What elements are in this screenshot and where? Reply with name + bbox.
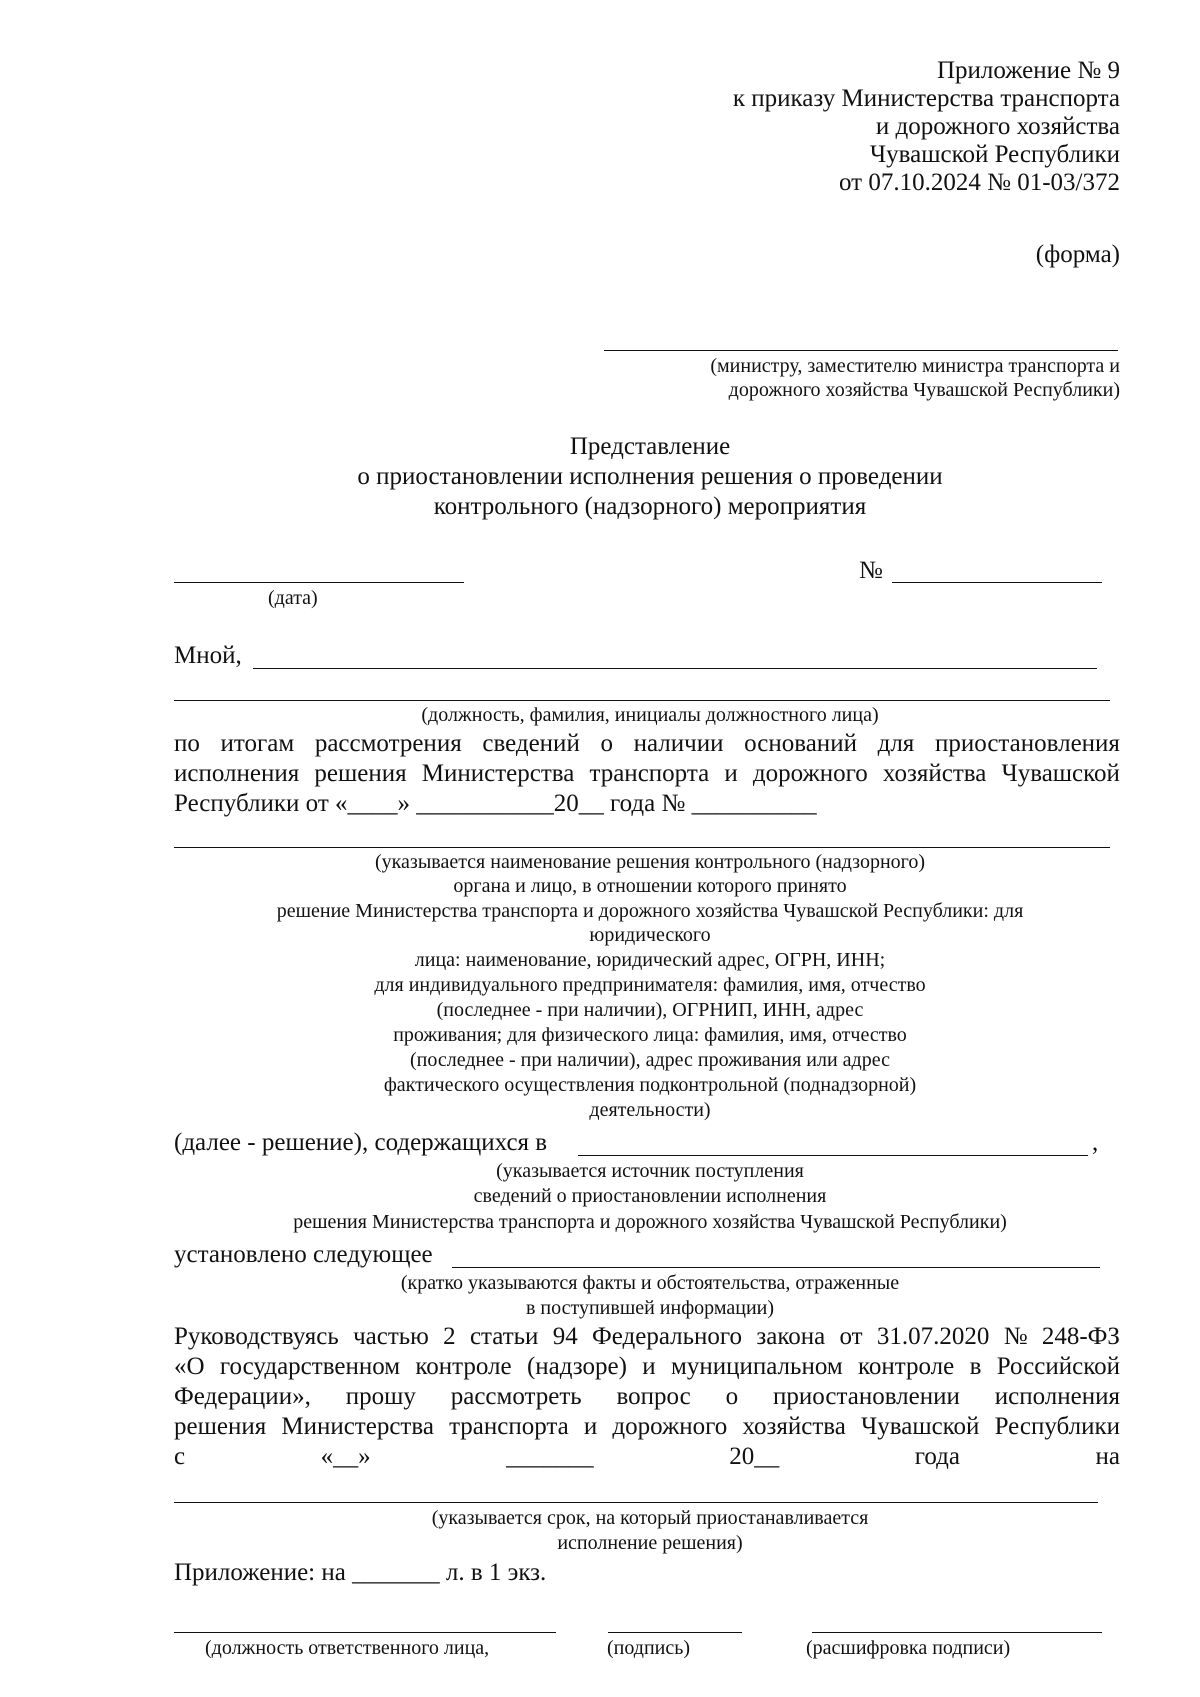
source-line — [578, 1155, 1088, 1156]
word: Федерации», — [174, 1383, 311, 1410]
para2-line5 — [174, 1442, 1120, 1472]
appendix-number: Приложение № 9 — [936, 57, 1120, 84]
word: о — [600, 730, 613, 757]
word: 94 — [552, 1323, 578, 1350]
hint-line: решение Министерства транспорта и дорожного хозяйства Чувашской Республики: для — [276, 900, 1024, 922]
word: контроле — [415, 1353, 512, 1380]
hint-line: юридического — [589, 924, 711, 946]
word: рассмотреть — [450, 1383, 582, 1410]
official-hint: (должность, фамилия, инициалы должностного лица) — [421, 704, 879, 726]
word: от — [839, 1323, 863, 1350]
para2-line1 — [174, 1322, 1120, 1352]
order-ref-line: и дорожного хозяйства — [875, 113, 1120, 140]
word: хозяйства — [882, 760, 987, 787]
word: наличии — [633, 730, 724, 757]
word: приостановления — [934, 730, 1120, 757]
word: Чувашской — [1001, 760, 1120, 787]
word: и — [642, 1353, 656, 1380]
position-hint: (должность ответственного лица, — [205, 1637, 490, 1659]
hint-line: (указывается наименование решения контрольного (надзорного) — [374, 851, 926, 873]
word: (надзоре) — [526, 1353, 627, 1380]
word: решения — [174, 1413, 267, 1440]
word: года — [914, 1443, 960, 1470]
facts-line — [452, 1267, 1100, 1268]
comma: , — [1092, 1129, 1099, 1156]
word: «__» — [320, 1443, 371, 1470]
para2-line4 — [174, 1412, 1120, 1442]
date-line — [174, 582, 464, 583]
hint-line: решения Министерства транспорта и дорожного хозяйства Чувашской Республики) — [293, 1211, 1007, 1233]
word: в — [969, 1353, 982, 1380]
official-line-2 — [174, 700, 1110, 701]
word: исполнения — [174, 760, 300, 787]
hint-line: (указывается срок, на который приостанавливается — [431, 1507, 869, 1529]
word: рассмотрения — [314, 730, 462, 757]
form-label: (форма) — [1035, 241, 1120, 268]
word: № — [1003, 1323, 1028, 1350]
word: частью — [353, 1323, 429, 1350]
hint-line: в поступившей информации) — [525, 1297, 775, 1319]
word: прошу — [345, 1383, 416, 1410]
position-line — [174, 1632, 556, 1633]
word: транспорта — [449, 1413, 569, 1440]
decode-hint: (расшифровка подписи) — [806, 1637, 1011, 1659]
doc-title: контрольного (надзорного) мероприятия — [433, 493, 867, 520]
para2-line3 — [174, 1382, 1120, 1412]
word: «О — [174, 1353, 205, 1380]
word: 248-ФЗ — [1041, 1323, 1120, 1350]
word: Республики — [994, 1413, 1120, 1440]
hint-line: исполнение решения) — [557, 1532, 743, 1554]
word: и — [724, 760, 738, 787]
signature-line — [608, 1632, 742, 1633]
sign-hint: (подпись) — [607, 1637, 691, 1659]
word: муниципальном — [671, 1353, 843, 1380]
word: 2 — [443, 1323, 456, 1350]
hint-line: для индивидуального предпринимателя: фамилия, имя, отчество — [374, 974, 926, 996]
hint-line: проживания; для физического лица: фамилия, имя, отчество — [393, 1024, 907, 1046]
by-me-label: Мной, — [174, 642, 242, 669]
doc-title: Представление — [569, 433, 731, 460]
hint-line: фактического осуществления подконтрольной (поднадзорной) — [383, 1074, 917, 1096]
word: о — [725, 1383, 739, 1410]
decode-line — [812, 1632, 1102, 1633]
hint-line: (последнее - при наличии), адрес проживания или адрес — [410, 1049, 890, 1071]
para1-line3: Республики от «____» ___________20__ года № __________ — [174, 790, 817, 817]
word: Чувашской — [861, 1413, 980, 1440]
word: решения — [314, 760, 407, 787]
hint-line: (последнее - при наличии), ОГРНИП, ИНН, адрес — [436, 999, 864, 1021]
number-sign: № — [859, 557, 883, 584]
word: транспорта — [589, 760, 710, 787]
word: и — [583, 1413, 598, 1440]
doc-title: о приостановлении исполнения решения о проведении — [357, 463, 943, 490]
date-hint: (дата) — [268, 587, 318, 609]
addressee-hint: (министру, заместителю министра транспорта и — [710, 355, 1120, 377]
established-label: установлено следующее — [174, 1241, 433, 1268]
word: статьи — [469, 1323, 539, 1350]
word: закона — [756, 1323, 826, 1350]
word: исполнения — [994, 1383, 1120, 1410]
para2-line2 — [174, 1352, 1120, 1382]
term-line — [174, 1502, 1098, 1503]
number-line — [892, 582, 1102, 583]
word: дорожного — [752, 760, 868, 787]
word: Российской — [996, 1353, 1120, 1380]
hint-line: (кратко указываются факты и обстоятельства, отраженные — [400, 1272, 900, 1294]
word: по — [174, 730, 200, 757]
word: 20__ — [729, 1443, 780, 1470]
official-line — [253, 668, 1097, 669]
word: _______ — [506, 1443, 594, 1470]
word: итогам — [220, 730, 295, 757]
word: оснований — [744, 730, 857, 757]
word: 31.07.2020 — [876, 1323, 990, 1350]
word: Министерства — [421, 760, 575, 787]
contained-in-label: (далее - решение), содержащихся в — [174, 1129, 548, 1156]
word: хозяйства — [742, 1413, 846, 1440]
addressee-line — [604, 350, 1118, 351]
word: для — [877, 730, 915, 757]
word: Руководствуясь — [174, 1323, 339, 1350]
order-ref: к приказу Министерства транспорта — [732, 85, 1120, 112]
word: Федерального — [592, 1323, 743, 1350]
word: с — [174, 1443, 186, 1470]
word: сведений — [482, 730, 580, 757]
word: Министерства — [281, 1413, 434, 1440]
decision-line — [174, 847, 1110, 848]
word: контроле — [858, 1353, 955, 1380]
word: вопрос — [616, 1383, 691, 1410]
order-ref-line: Чувашской Республики — [869, 141, 1120, 168]
order-date: от 07.10.2024 № 01-03/372 — [839, 169, 1120, 196]
para1-line2 — [174, 759, 1120, 789]
attachment-line: Приложение: на _______ л. в 1 экз. — [174, 1559, 547, 1586]
addressee-hint: дорожного хозяйства Чувашской Республики) — [728, 379, 1120, 401]
hint-line: органа и лицо, в отношении которого принято — [453, 875, 847, 897]
hint-line: сведений о приостановлении исполнения — [473, 1185, 827, 1207]
word: государственном — [219, 1353, 401, 1380]
word: на — [1095, 1443, 1120, 1470]
hint-line: (указывается источник поступления — [496, 1160, 804, 1182]
para1-line1 — [174, 729, 1120, 759]
word: приостановлении — [773, 1383, 960, 1410]
hint-line: деятельности) — [589, 1099, 711, 1121]
word: дорожного — [612, 1413, 728, 1440]
hint-line: лица: наименование, юридический адрес, ОГРН, ИНН; — [414, 949, 886, 971]
